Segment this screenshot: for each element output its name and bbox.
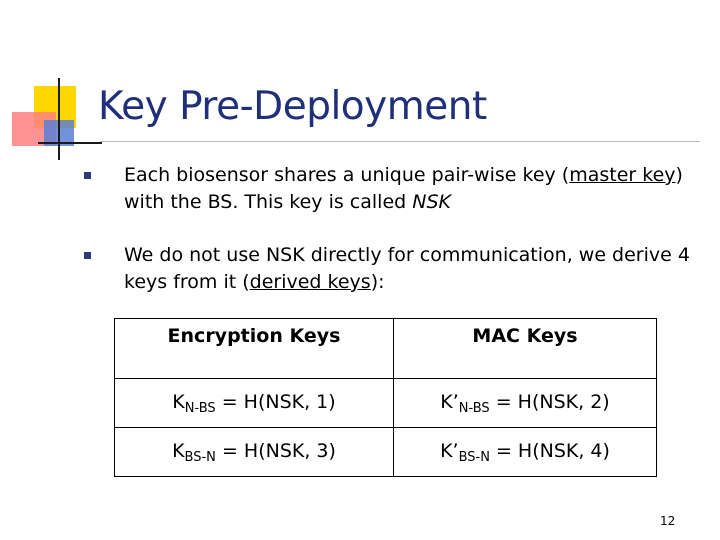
decor-vertical-line xyxy=(58,78,60,160)
table-header-mac: MAC Keys xyxy=(394,319,657,379)
decor-horizontal-line xyxy=(38,142,102,144)
bullet-item xyxy=(84,162,704,216)
bullet-text: ) with the BS. This key is called xyxy=(124,164,683,213)
table-cell-encryption-key: $K_{BS-N} = H(NSK$, 3) xyxy=(115,428,394,477)
table-header-encryption: Encryption Keys xyxy=(115,319,394,379)
slide-title: Key Pre-Deployment xyxy=(98,84,487,129)
bullet-underlined-term: derived keys xyxy=(249,271,371,293)
bullet-item xyxy=(84,242,704,296)
page-number: 12 xyxy=(660,514,676,528)
bullet-square-icon xyxy=(84,172,91,179)
table-cell-encryption-key: $K_{N-BS} = H(NSK$, 1) xyxy=(115,379,394,428)
table-cell-mac-key: $K’_{BS-N} = H(NSK$, 4) xyxy=(394,428,657,477)
table-header-row xyxy=(115,319,657,379)
bullet-text: Each biosensor shares a unique pair-wise key ( xyxy=(124,164,570,186)
bullet-underlined-term: master key xyxy=(569,164,676,186)
bullet-italic-term: NSK xyxy=(412,191,451,213)
title-underline xyxy=(100,141,700,142)
bullet-text: ): xyxy=(370,271,385,293)
bullet-square-icon xyxy=(84,252,91,259)
keys-table xyxy=(114,318,657,477)
bullet-text: We do not use NSK directly for communication, we derive 4 keys from it ( xyxy=(124,244,690,293)
table-cell-mac-key: $K’_{N-BS} = H(NSK$, 2) xyxy=(394,379,657,428)
bullet-list xyxy=(84,162,704,322)
table-row xyxy=(115,379,657,428)
table-row xyxy=(115,428,657,477)
